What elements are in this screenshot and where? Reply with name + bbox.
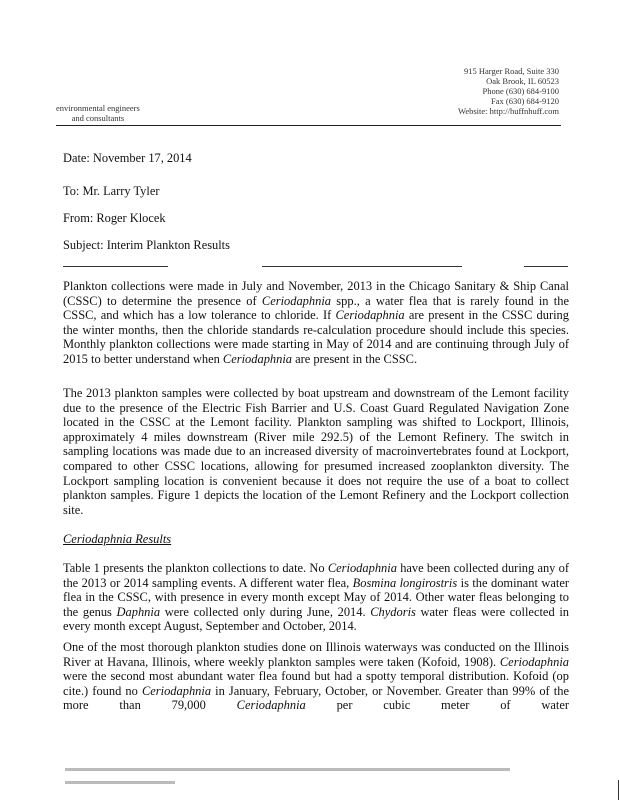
phone-line: Phone (630) 684-9100 — [482, 86, 559, 96]
memo-from: From: Roger Klocek — [63, 211, 166, 225]
separator-line — [262, 266, 462, 267]
letterhead-tagline — [56, 103, 140, 123]
fax-line: Fax (630) 684-9120 — [491, 96, 559, 106]
separator-line — [524, 266, 568, 267]
address-line: 915 Harger Road, Suite 330 — [464, 66, 559, 76]
tagline-line: environmental engineers — [56, 103, 140, 113]
paragraph-3 — [63, 561, 569, 634]
tagline-line: and consultants — [71, 113, 125, 123]
footnote-illegible — [65, 768, 510, 771]
paragraph-2 — [63, 386, 569, 517]
paragraph-1 — [63, 279, 569, 367]
memo-date: Date: November 17, 2014 — [63, 151, 192, 165]
paragraph-text: One of the most thorough plankton studies done on Illinois waterways was conducted on the Illinois River at Havana, Illinois, where weekly plankton samples were taken (Kofoid, 1908). Ceriodaphnia were the second most abundant water flea found but had a spotty temporal distribution. Kofoid (op cite.) found no Ceriodaphnia in January, February, October, or November. Greater than 99% of the more than 79,000 Ceriodaphnia per cubic meter of water — [63, 640, 570, 713]
memo-to: To: Mr. Larry Tyler — [63, 184, 160, 198]
section-heading: Ceriodaphnia Results — [63, 532, 172, 546]
letterhead-address — [458, 66, 559, 116]
address-line: Oak Brook, IL 60523 — [486, 76, 559, 86]
letterhead-rule — [56, 125, 561, 126]
paragraph-text: Plankton collections were made in July and November, 2013 in the Chicago Sanitary & Ship Canal (CSSC) to determine the presence of Ceriodaphnia spp., a water flea that is rarely found in the CSSC, and which has a low tolerance to chloride. If Ceriodaphnia are present in the CSSC during the winter months, then the chloride standards re-calculation procedure should include this species. Monthly plankton collections were made starting in May of 2014 and are continuing through July of 2015 to better understand when Ceriodaphnia are present in the CSSC. — [63, 279, 570, 366]
footnote-illegible — [65, 781, 175, 784]
paragraph-4 — [63, 640, 569, 713]
memo-subject: Subject: Interim Plankton Results — [63, 238, 230, 252]
paragraph-text: The 2013 plankton samples were collected by boat upstream and downstream of the Lemont facility due to the presence of the Electric Fish Barrier and U.S. Coast Guard Regulated Navigation Zone located in the CSSC at the Lemont facility. Plankton sampling was shifted to Lockport, Illinois, approximately 4 miles downstream (River mile 292.5) of the Lemont Refinery. The switch in sampling locations was made due to an increased diversity of macroinvertebrates found at Lockport, compared to other CSSC locations, allowing for presumed increased zooplankton diversity. The Lockport sampling location is convenient because it does not require the use of a boat to collect plankton samples. Figure 1 depicts the location of the Lemont Refinery and the Lockport collection site. — [63, 386, 569, 517]
separator-line — [63, 266, 168, 267]
paragraph-text: Table 1 presents the plankton collections to date. No Ceriodaphnia have been collected during any of the 2013 or 2014 sampling events. A different water flea, Bosmina longirostris is the dominant water flea in the CSSC, with presence in every month except May of 2014. Other water fleas belonging to the genus Daphnia were collected only during June, 2014. Chydoris water fleas were collected in every month except August, September and October, 2014. — [63, 561, 570, 634]
website-line: Website: http://huffnhuff.com — [458, 106, 559, 116]
